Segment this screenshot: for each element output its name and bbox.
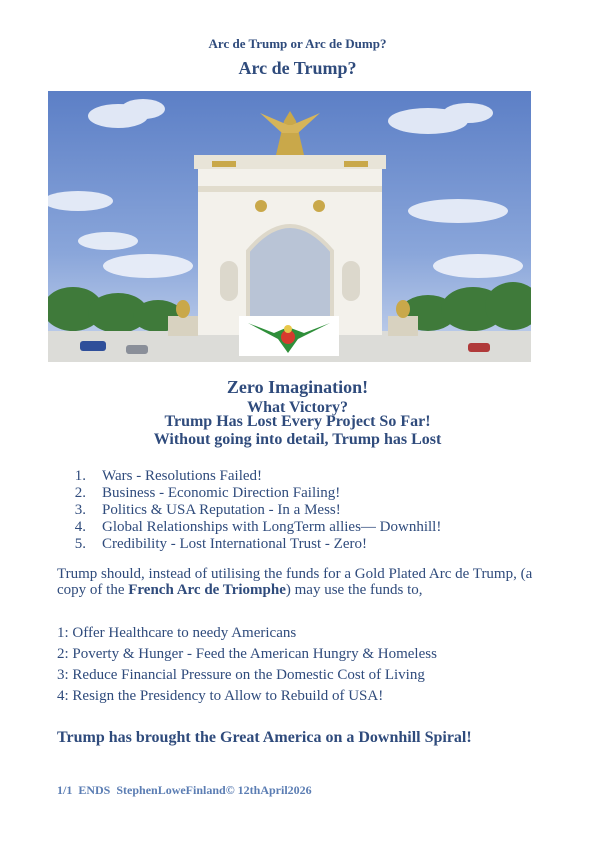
headline-zero-imagination: Zero Imagination! xyxy=(226,377,369,397)
document-title: Arc de Trump? xyxy=(238,58,357,78)
list-item: 1. Wars - Resolutions Failed! xyxy=(74,468,263,484)
arch-monument-illustration xyxy=(48,91,531,362)
list-item: 5. Credibility - Lost International Trust - Zero! xyxy=(74,536,367,552)
action-item: 4: Resign the Presidency to Allow to Rebuild of USA! xyxy=(57,688,384,704)
conclusion-text: Trump has brought the Great America on a Downhill Spiral! xyxy=(57,729,472,746)
headline-without-detail: Without going into detail, Trump has Lost xyxy=(153,431,442,448)
action-item: 1: Offer Healthcare to needy Americans xyxy=(57,625,297,641)
document-subtitle: Arc de Trump or Arc de Dump? xyxy=(208,36,387,51)
action-item: 2: Poverty & Hunger - Feed the American Hungry & Homeless xyxy=(57,646,437,662)
list-item: 4. Global Relationships with LongTerm allies— Downhill! xyxy=(74,519,442,535)
list-item: 2. Business - Economic Direction Failing! xyxy=(74,485,341,501)
action-item: 3: Reduce Financial Pressure on the Domestic Cost of Living xyxy=(57,667,425,683)
french-arc-emphasis: French Arc de Triomphe xyxy=(128,582,286,598)
headline-what-victory: What Victory? xyxy=(247,399,348,416)
actions-list xyxy=(57,623,437,707)
list-item: 3. Politics & USA Reputation - In a Mess! xyxy=(74,502,341,518)
headline-lost-every-project: Trump Has Lost Every Project So Far! xyxy=(164,413,431,430)
footer-credit: 1/1 ENDS StephenLoweFinland© 12thApril2026 xyxy=(57,783,312,797)
failures-list xyxy=(58,468,441,553)
funds-paragraph: Trump should, instead of utilising the funds for a Gold Plated Arc de Trump, (a copy of the French Arc de Triomphe) may use the funds to, xyxy=(57,566,533,598)
